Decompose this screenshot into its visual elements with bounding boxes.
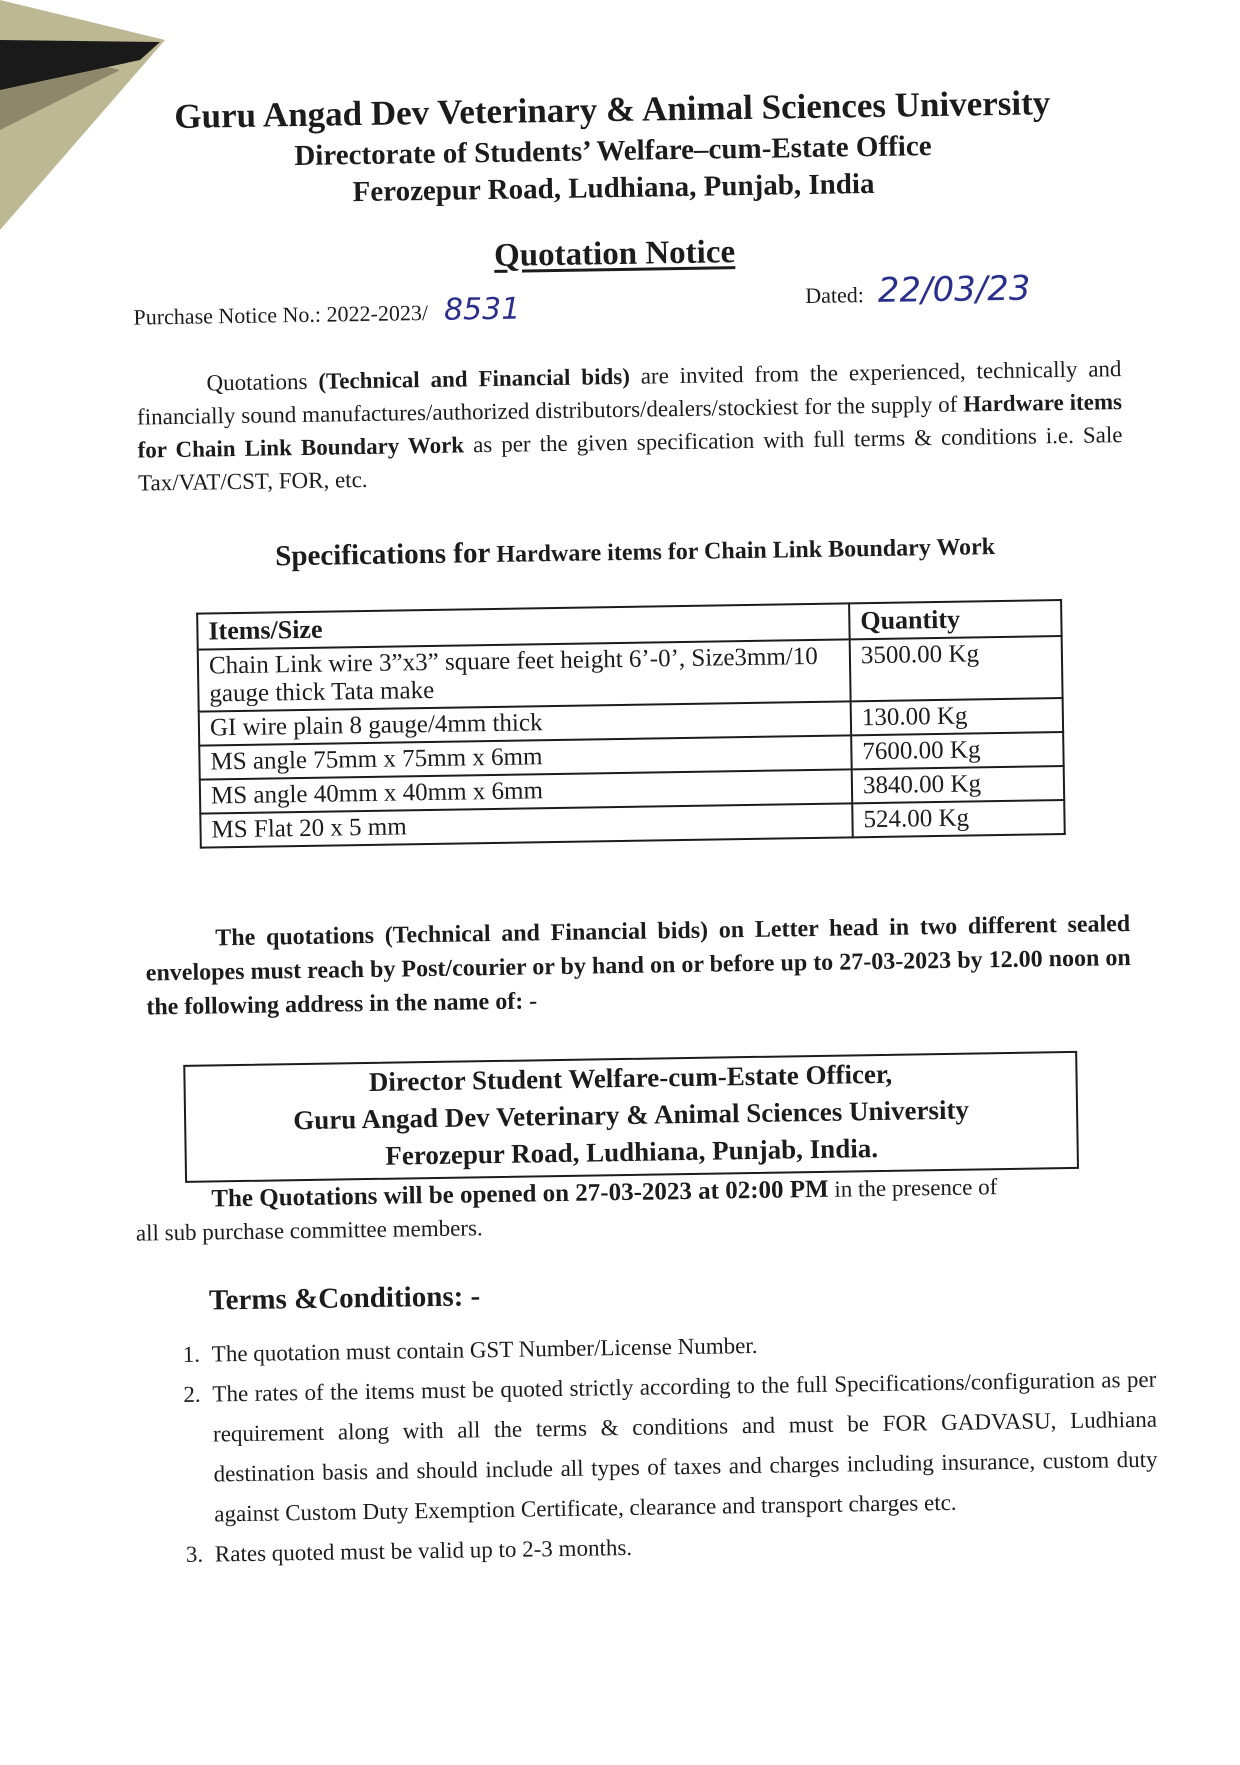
intro-text-1: Quotations (206, 368, 319, 396)
quantity-cell: 3500.00 Kg (850, 636, 1063, 701)
purchase-notice-number (133, 292, 520, 333)
list-item: 2. The rates of the items must be quoted strictly according to the full Specifications/configuration as per requirement along with all the terms & conditions and must be FOR GADVASU, Ludhiana destination basis and should include all types of taxes and charges including insurance, custom duty against Custom Duty Exemption Certificate, clearance and transport charges etc. (206, 1360, 1158, 1535)
notice-title-text: Quotation Notice (493, 234, 736, 274)
handwritten-notice-number: 8531 (443, 291, 521, 328)
item-cell: MS angle 75mm x 75mm x 6mm (199, 735, 851, 779)
office-name: Directorate of Students’ Welfare–cum-Estate Office (294, 130, 932, 173)
intro-paragraph (136, 352, 1123, 499)
notice-title (0, 226, 1235, 282)
notice-date (805, 269, 1031, 313)
quantity-cell: 3840.00 Kg (852, 766, 1065, 803)
office-address: Ferozepur Road, Ludhiana, Punjab, India (352, 167, 875, 209)
column-header-items: Items/Size (197, 603, 849, 649)
date-label: Dated: (805, 282, 865, 309)
recipient-line-2: Guru Angad Dev Veterinary & Animal Sciences University (293, 1094, 970, 1136)
submission-paragraph: The quotations (Technical and Financial bids) on Letter head in two different sealed envelopes must reach by Post/courier or by hand on or before up to 27-03-2023 by 12.00 noon on the following address in the name of: - (145, 911, 1131, 1021)
item-cell: GI wire plain 8 gauge/4mm thick (199, 701, 851, 745)
handwritten-date: 22/03/23 (877, 268, 1031, 311)
item-cell: MS angle 40mm x 40mm x 6mm (200, 769, 852, 813)
terms-list (161, 1320, 1159, 1576)
opening-rest-1: in the presence of (828, 1174, 998, 1202)
intro-text-2: are invited from the experienced, technically and financially sound manufactures/authorized distributors/dealers/stockiest for the supply of (136, 356, 1122, 430)
university-name: Guru Angad Dev Veterinary & Animal Sciences University (174, 83, 1051, 136)
spec-title-lead: Specifications for (275, 537, 491, 573)
spec-title-rest: Hardware items for Chain Link Boundary Work (496, 534, 996, 568)
intro-bold-items: Hardware items for Chain Link Boundary Work (137, 389, 1123, 463)
opening-rest-2: all sub purchase committee members. (135, 1215, 483, 1246)
recipient-line-1: Director Student Welfare-cum-Estate Officer, (368, 1058, 893, 1098)
specifications-table (196, 599, 1066, 849)
item-cell: Chain Link wire 3”x3” square feet height 6’-0’, Size3mm/10 gauge thick Tata make (198, 639, 851, 711)
terms-title: Terms &Conditions: - (208, 1280, 481, 1317)
quantity-cell: 7600.00 Kg (851, 732, 1064, 769)
item-cell: MS Flat 20 x 5 mm (200, 803, 852, 847)
recipient-address-box (183, 1051, 1079, 1183)
list-item: 1. The quotation must contain GST Number/License Number. (205, 1320, 1156, 1375)
list-item: 3. Rates quoted must be valid up to 2-3 months. (209, 1520, 1160, 1575)
recipient-line-3: Ferozepur Road, Ludhiana, Punjab, India. (385, 1133, 879, 1171)
quantity-cell: 524.00 Kg (852, 800, 1065, 837)
specifications-title (275, 529, 995, 573)
purchase-notice-label: Purchase Notice No.: 2022-2023/ (133, 299, 429, 330)
column-header-quantity: Quantity (849, 600, 1062, 639)
intro-bold-bids: (Technical and Financial bids) (318, 363, 631, 394)
intro-text-3: as per the given specification with full terms & conditions i.e. Sale Tax/VAT/CST, FOR, etc. (137, 422, 1123, 496)
quantity-cell: 130.00 Kg (851, 698, 1064, 735)
opening-paragraph (135, 1168, 1121, 1249)
opening-bold: The Quotations will be opened on 27-03-2023 at 02:00 PM (211, 1175, 829, 1213)
